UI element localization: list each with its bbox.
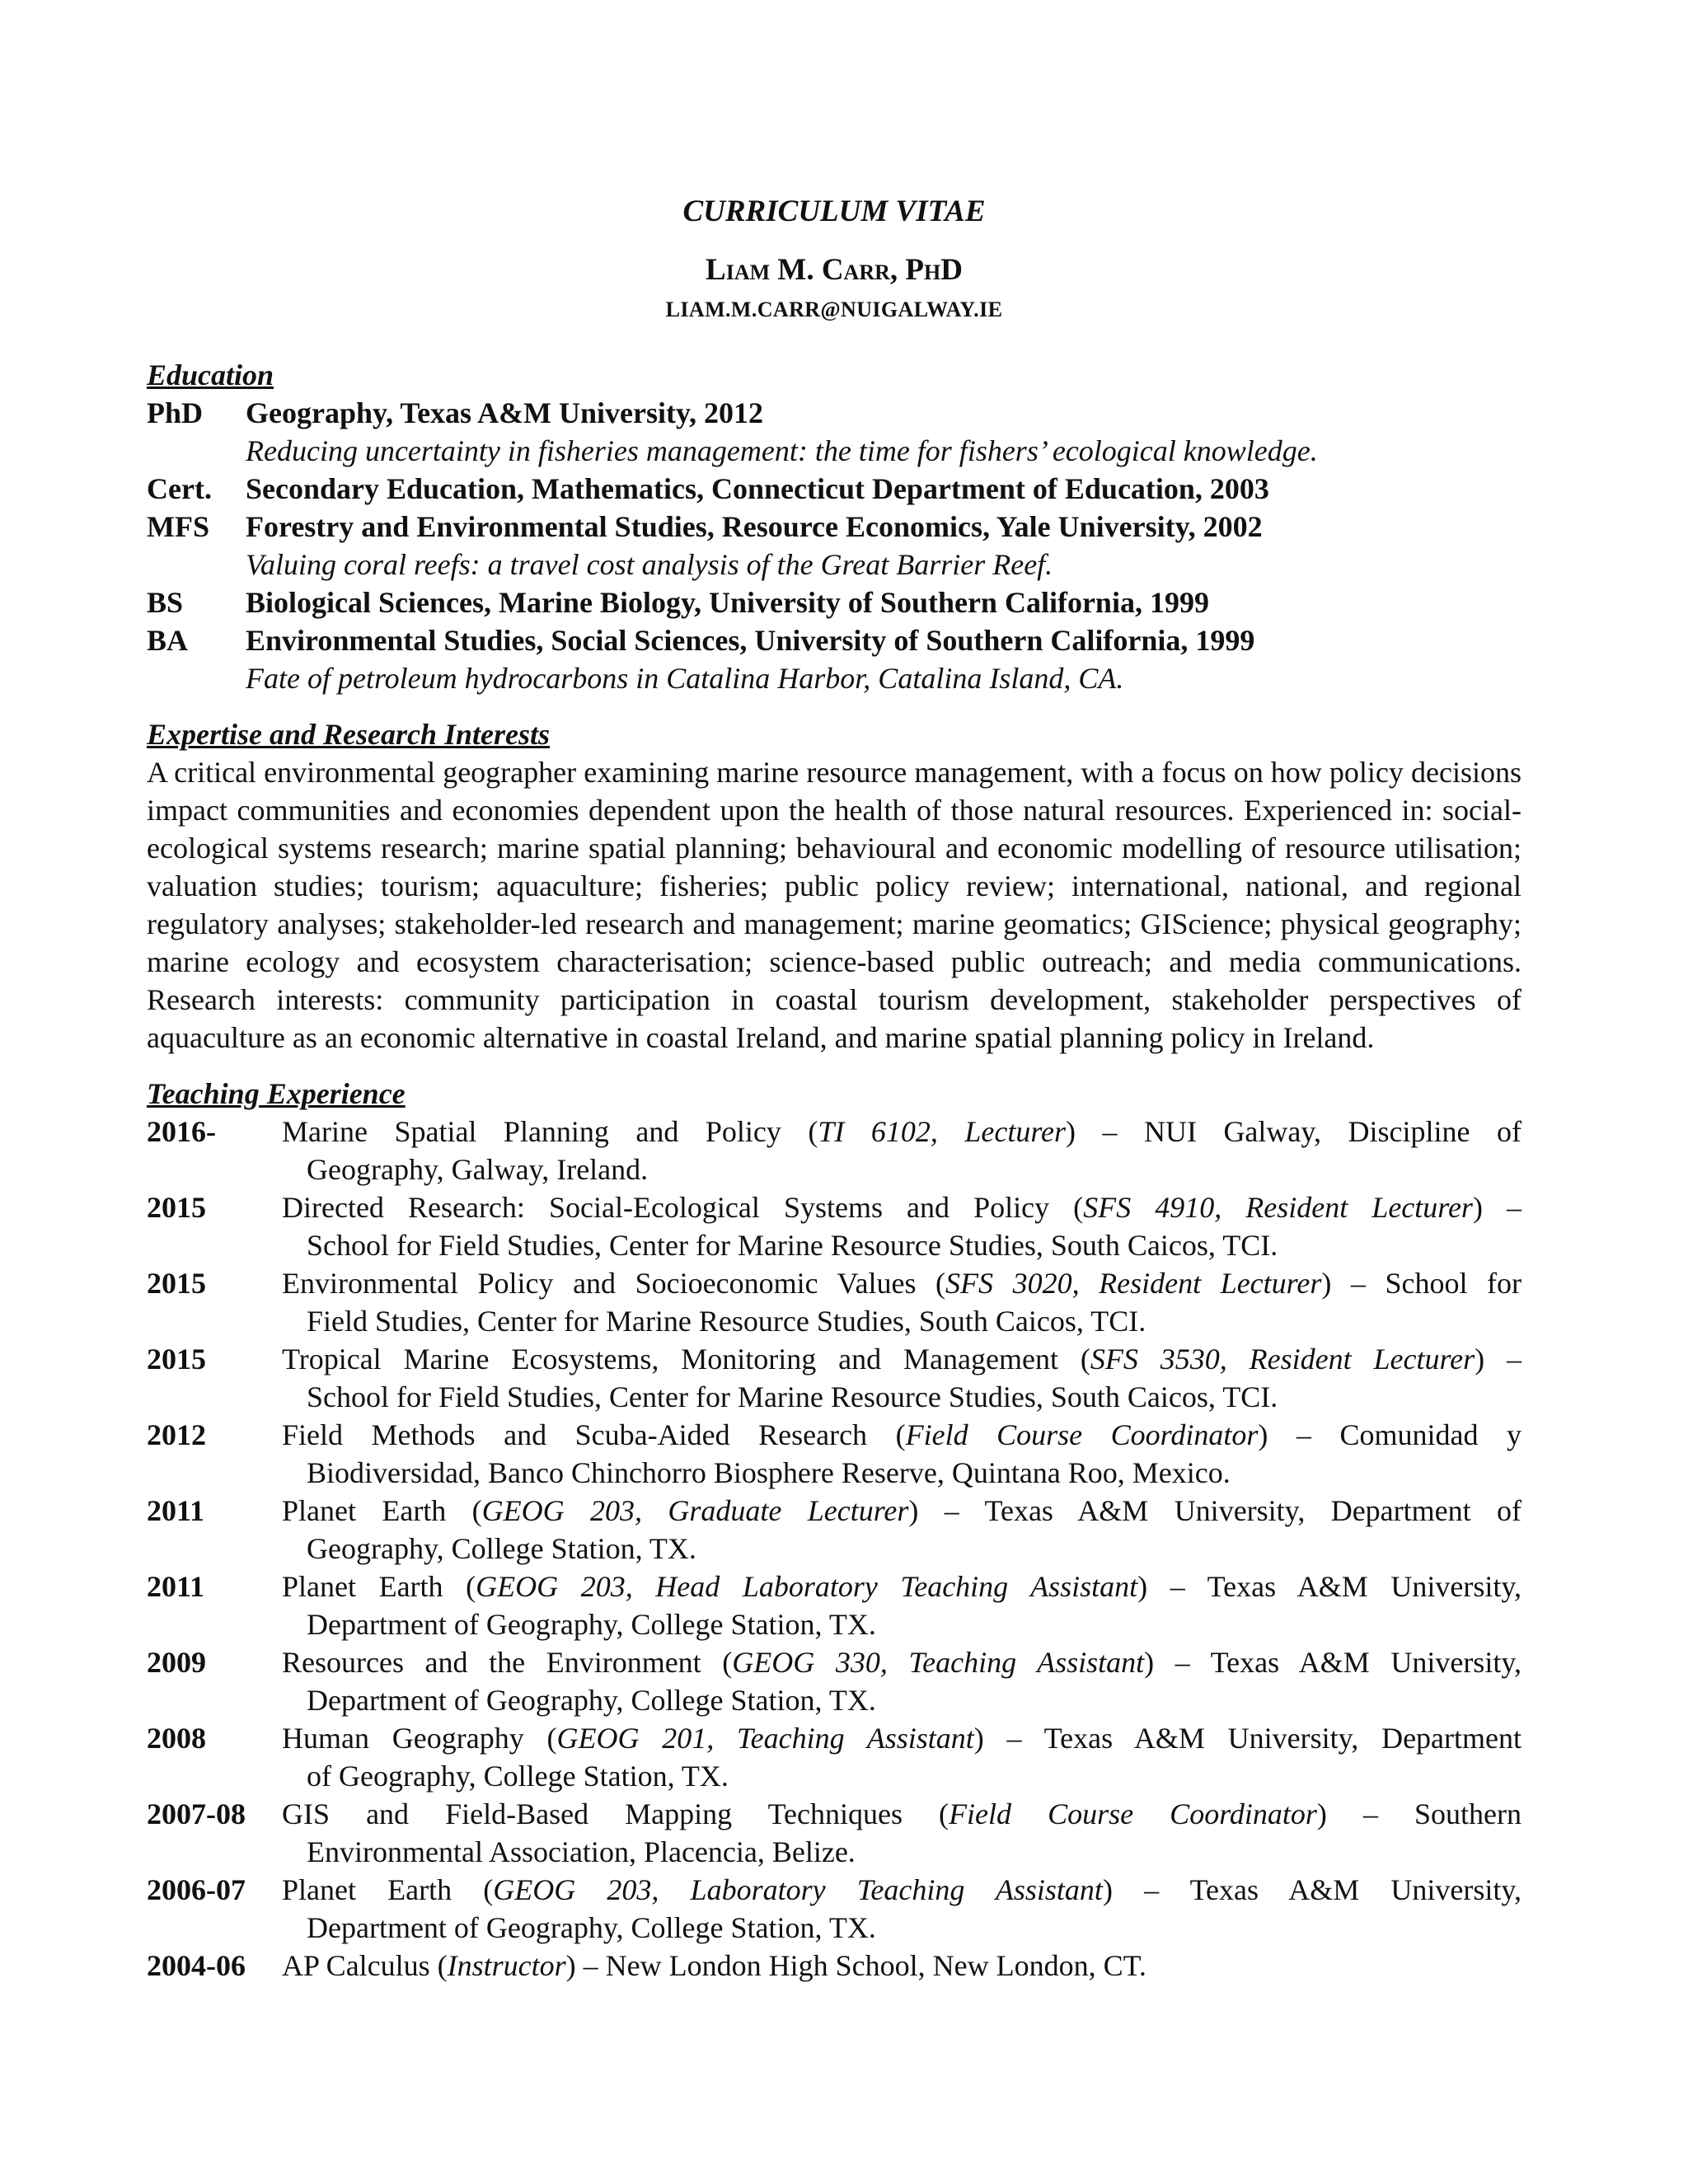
teaching-entry bbox=[147, 1416, 1522, 1492]
course-role: GEOG 203, Head Laboratory Teaching Assistant bbox=[476, 1570, 1138, 1603]
teaching-year: 2015 bbox=[147, 1343, 206, 1376]
degree-detail: Environmental Studies, Social Sciences, University of Southern California, 1999 bbox=[246, 624, 1255, 657]
teaching-entry bbox=[147, 1871, 1522, 1947]
course-role: SFS 4910, Resident Lecturer bbox=[1083, 1191, 1473, 1224]
teaching-year: 2007-08 bbox=[147, 1797, 246, 1830]
teaching-description bbox=[282, 1871, 1522, 1947]
education-entry bbox=[147, 394, 1522, 432]
course-location: Geography, College Station, TX. bbox=[307, 1532, 696, 1565]
teaching-entry bbox=[147, 1643, 1522, 1719]
course-institution: ) – bbox=[1475, 1343, 1522, 1376]
teaching-line bbox=[282, 1113, 1522, 1151]
course-institution: ) – Texas A&M University, bbox=[1144, 1646, 1522, 1679]
teaching-entry bbox=[147, 1492, 1522, 1568]
teaching-line bbox=[282, 1947, 1522, 1985]
course-location: School for Field Studies, Center for Marine Resource Studies, South Caicos, TCI. bbox=[307, 1229, 1278, 1262]
teaching-year: 2006-07 bbox=[147, 1873, 246, 1906]
education-entry bbox=[147, 508, 1522, 546]
course-role: GEOG 201, Teaching Assistant bbox=[556, 1722, 974, 1755]
education-list bbox=[147, 394, 1522, 697]
cv-page bbox=[147, 191, 1522, 1985]
course-name: Tropical Marine Ecosystems, Monitoring and Management ( bbox=[282, 1343, 1090, 1376]
degree-detail: Secondary Education, Mathematics, Connecticut Department of Education, 2003 bbox=[246, 472, 1269, 505]
teaching-year: 2009 bbox=[147, 1646, 206, 1679]
education-entry bbox=[147, 583, 1522, 621]
degree-detail: Geography, Texas A&M University, 2012 bbox=[246, 396, 764, 429]
course-name: Directed Research: Social-Ecological Systems and Policy ( bbox=[282, 1191, 1084, 1224]
teaching-year: 2016- bbox=[147, 1115, 216, 1148]
expertise-heading: Expertise and Research Interests bbox=[147, 718, 551, 751]
teaching-description bbox=[282, 1568, 1522, 1643]
degree-label: BA bbox=[147, 624, 189, 657]
course-name: Marine Spatial Planning and Policy ( bbox=[282, 1115, 818, 1148]
course-location: Geography, Galway, Ireland. bbox=[307, 1153, 649, 1186]
course-location: School for Field Studies, Center for Marine Resource Studies, South Caicos, TCI. bbox=[307, 1380, 1278, 1413]
course-location: Department of Geography, College Station, TX. bbox=[307, 1684, 876, 1717]
course-location: Field Studies, Center for Marine Resource Studies, South Caicos, TCI. bbox=[307, 1305, 1146, 1338]
expertise-paragraph: A critical environmental geographer examining marine resource management, with a focus on how policy decisions impact communities and economies dependent upon the health of those natural resources. Experienced in: social-ecological systems research; marine spatial planning; behavioural and economic modelling of resource utilisation; valuation studies; tourism; aquaculture; fisheries; public policy review; international, national, and regional regulatory analyses; stakeholder-led research and management; marine geomatics; GIScience; physical geography; marine ecology and ecosystem characterisation; science-based public outreach; and media communications. Research interests: community participation in coastal tourism development, stakeholder perspectives of aquaculture as an economic alternative in coastal Ireland, and marine spatial planning policy in Ireland. bbox=[147, 756, 1522, 1054]
author-name: Liam M. Carr, PhD bbox=[706, 253, 963, 287]
teaching-line bbox=[282, 1795, 1522, 1833]
course-role: Instructor bbox=[447, 1949, 566, 1982]
course-location: Department of Geography, College Station, TX. bbox=[307, 1911, 876, 1944]
teaching-description bbox=[282, 1416, 1522, 1492]
course-role: SFS 3020, Resident Lecturer bbox=[945, 1267, 1322, 1300]
teaching-entry bbox=[147, 1947, 1522, 1985]
degree-label: Cert. bbox=[147, 472, 212, 505]
teaching-list bbox=[147, 1113, 1522, 1985]
education-entry bbox=[147, 621, 1522, 659]
teaching-year: 2012 bbox=[147, 1418, 206, 1451]
course-role: GEOG 330, Teaching Assistant bbox=[732, 1646, 1145, 1679]
degree-label: PhD bbox=[147, 396, 204, 429]
thesis-title: Fate of petroleum hydrocarbons in Catalina Harbor, Catalina Island, CA. bbox=[246, 662, 1124, 695]
teaching-description bbox=[282, 1188, 1522, 1264]
course-location: Department of Geography, College Station, TX. bbox=[307, 1608, 876, 1641]
degree-detail: Forestry and Environmental Studies, Resource Economics, Yale University, 2002 bbox=[246, 510, 1263, 543]
teaching-entry bbox=[147, 1719, 1522, 1795]
course-role: SFS 3530, Resident Lecturer bbox=[1090, 1343, 1475, 1376]
course-name: Environmental Policy and Socioeconomic Values ( bbox=[282, 1267, 946, 1300]
teaching-description bbox=[282, 1719, 1522, 1795]
course-institution: ) – Texas A&M University, bbox=[1102, 1873, 1522, 1906]
course-name: Planet Earth ( bbox=[282, 1570, 476, 1603]
course-name: GIS and Field-Based Mapping Techniques ( bbox=[282, 1797, 950, 1830]
degree-label: MFS bbox=[147, 510, 209, 543]
course-name: Resources and the Environment ( bbox=[282, 1646, 733, 1679]
course-institution: ) – Texas A&M University, bbox=[1137, 1570, 1522, 1603]
teaching-entry bbox=[147, 1568, 1522, 1643]
thesis-title: Valuing coral reefs: a travel cost analysis of the Great Barrier Reef. bbox=[246, 548, 1053, 581]
course-name: Human Geography ( bbox=[282, 1722, 557, 1755]
teaching-year: 2008 bbox=[147, 1722, 206, 1755]
teaching-description bbox=[282, 1643, 1522, 1719]
author-email: LIAM.M.CARR@NUIGALWAY.IE bbox=[665, 298, 1003, 321]
teaching-year: 2015 bbox=[147, 1191, 206, 1224]
course-institution: ) – Southern bbox=[1316, 1797, 1522, 1830]
teaching-year: 2015 bbox=[147, 1267, 206, 1300]
course-name: Planet Earth ( bbox=[282, 1873, 494, 1906]
teaching-line bbox=[282, 1719, 1522, 1757]
course-location: of Geography, College Station, TX. bbox=[307, 1760, 729, 1793]
course-institution: ) – Texas A&M University, Department of bbox=[908, 1494, 1522, 1527]
course-institution: ) – Comunidad y bbox=[1258, 1418, 1522, 1451]
teaching-description bbox=[282, 1340, 1522, 1416]
teaching-heading: Teaching Experience bbox=[147, 1077, 406, 1110]
teaching-entry bbox=[147, 1795, 1522, 1871]
teaching-line bbox=[282, 1643, 1522, 1681]
course-location: Biodiversidad, Banco Chinchorro Biosphere Reserve, Quintana Roo, Mexico. bbox=[307, 1456, 1231, 1489]
thesis-title: Reducing uncertainty in fisheries management: the time for fishers’ ecological knowledge. bbox=[246, 434, 1318, 467]
course-name: AP Calculus ( bbox=[282, 1949, 448, 1982]
course-institution: ) – bbox=[1472, 1191, 1522, 1224]
teaching-year: 2004-06 bbox=[147, 1949, 246, 1982]
course-institution: ) – NUI Galway, Discipline of bbox=[1066, 1115, 1522, 1148]
teaching-entry bbox=[147, 1113, 1522, 1188]
teaching-line bbox=[282, 1340, 1522, 1378]
course-role: Field Course Coordinator bbox=[905, 1418, 1259, 1451]
degree-label: BS bbox=[147, 586, 184, 619]
course-institution: ) – School for bbox=[1321, 1267, 1522, 1300]
education-heading: Education bbox=[147, 359, 274, 391]
teaching-line bbox=[282, 1492, 1522, 1530]
course-role: TI 6102, Lecturer bbox=[818, 1115, 1066, 1148]
course-location: Environmental Association, Placencia, Belize. bbox=[307, 1835, 856, 1868]
teaching-year: 2011 bbox=[147, 1570, 205, 1603]
degree-detail: Biological Sciences, Marine Biology, University of Southern California, 1999 bbox=[246, 586, 1209, 619]
teaching-description bbox=[282, 1947, 1522, 1985]
teaching-description bbox=[282, 1492, 1522, 1568]
course-institution: ) – New London High School, New London, CT. bbox=[565, 1949, 1146, 1982]
teaching-description bbox=[282, 1113, 1522, 1188]
course-institution: ) – Texas A&M University, Department bbox=[973, 1722, 1522, 1755]
teaching-entry bbox=[147, 1264, 1522, 1340]
teaching-entry bbox=[147, 1188, 1522, 1264]
course-role: GEOG 203, Laboratory Teaching Assistant bbox=[493, 1873, 1103, 1906]
course-role: GEOG 203, Graduate Lecturer bbox=[481, 1494, 909, 1527]
teaching-entry bbox=[147, 1340, 1522, 1416]
teaching-line bbox=[282, 1416, 1522, 1454]
teaching-line bbox=[282, 1264, 1522, 1302]
teaching-year: 2011 bbox=[147, 1494, 205, 1527]
course-name: Field Methods and Scuba-Aided Research ( bbox=[282, 1418, 906, 1451]
education-entry bbox=[147, 470, 1522, 508]
course-name: Planet Earth ( bbox=[282, 1494, 482, 1527]
teaching-line bbox=[282, 1568, 1522, 1605]
teaching-line bbox=[282, 1188, 1522, 1226]
teaching-line bbox=[282, 1871, 1522, 1909]
document-title: CURRICULUM VITAE bbox=[682, 194, 986, 228]
teaching-description bbox=[282, 1264, 1522, 1340]
teaching-description bbox=[282, 1795, 1522, 1871]
course-role: Field Course Coordinator bbox=[949, 1797, 1317, 1830]
